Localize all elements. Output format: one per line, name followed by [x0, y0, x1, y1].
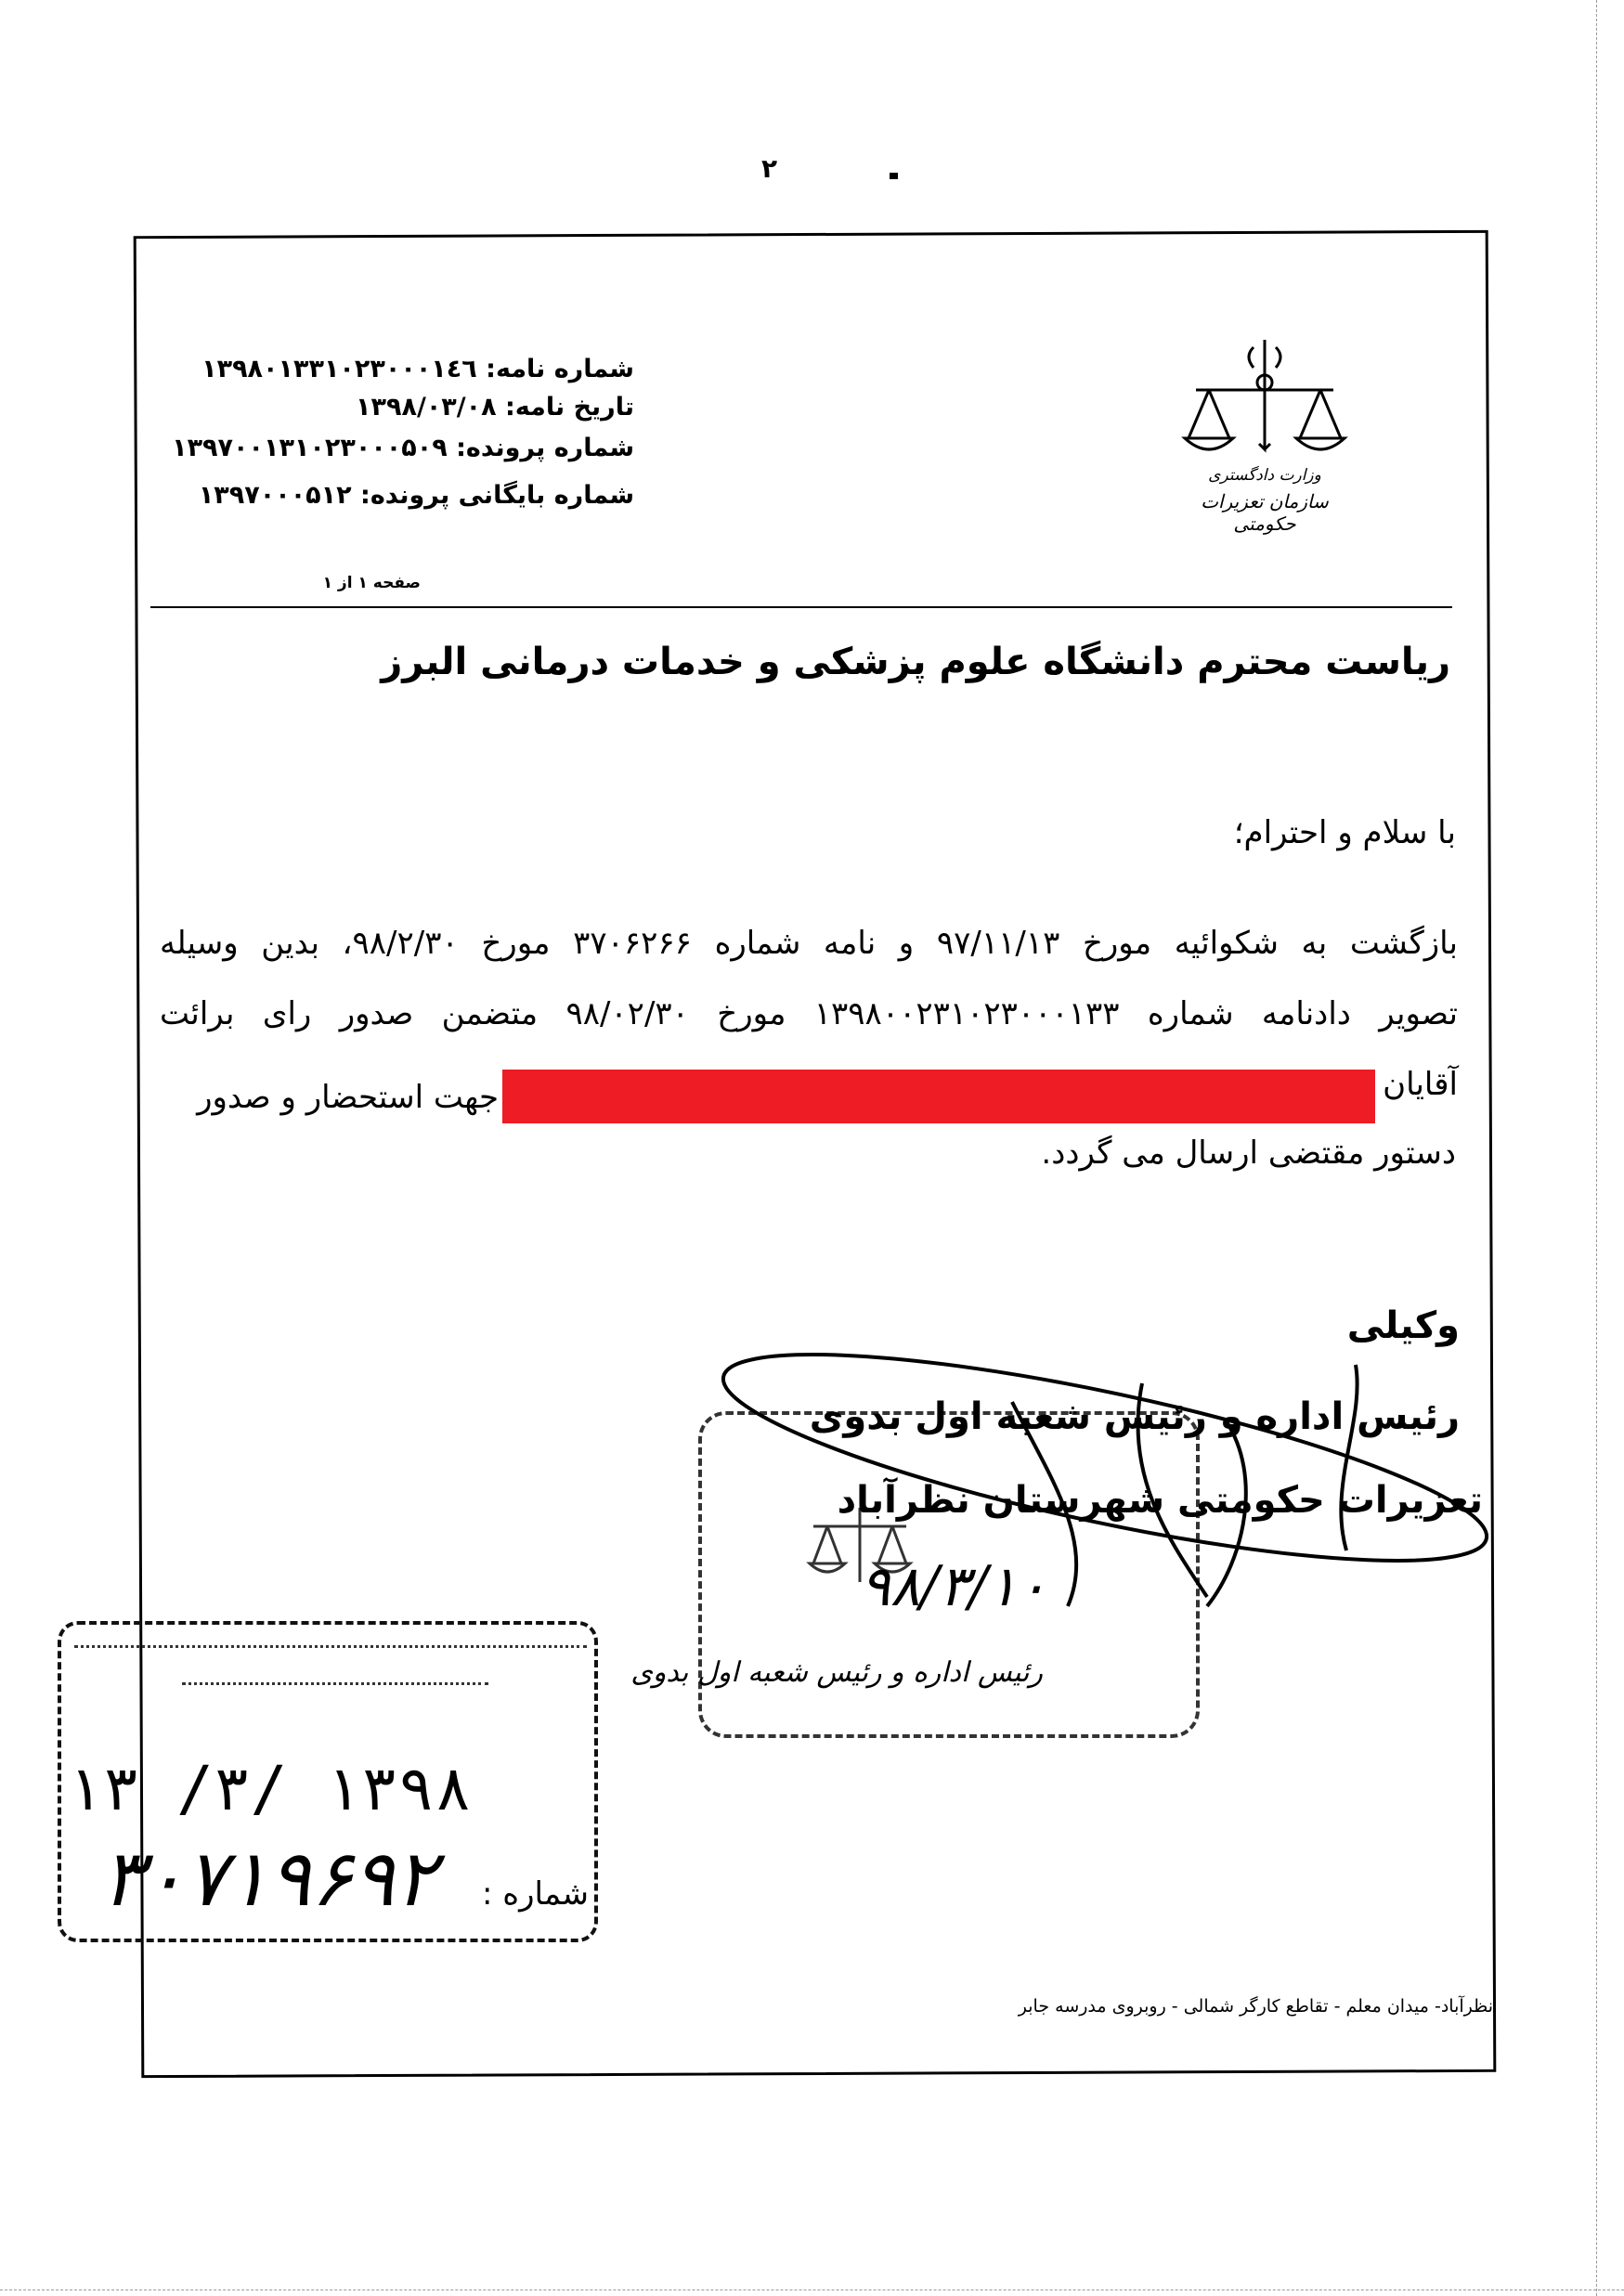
receipt-stamp-header-text — [74, 1645, 587, 1652]
footer-address: نظرآباد- میدان معلم - تقاطع کارگر شمالی - روبروی مدرسه جابر — [1018, 1996, 1493, 2017]
letter-date: تاریخ نامه: ۱۳۹۸/۰۳/۰۸ — [356, 393, 634, 422]
receipt-number-label: شماره : — [482, 1875, 589, 1913]
signatory-office: تعزیرات حکومتی شهرستان نظرآباد — [837, 1479, 1483, 1522]
redaction-bar — [502, 1070, 1375, 1123]
letter-number: شماره نامه: ۱۳۹۸۰۱۳۳۱۰۲۳۰۰۰۱٤٦ — [201, 355, 634, 383]
body-line-2: تصویر دادنامه شماره ۱۳۹۸۰۰۲۳۱۰۲۳۰۰۰۱۳۳ مورخ ۹۸/۰۲/۳۰ متضمن صدور رای برائت — [160, 995, 1458, 1032]
body-line-3-suffix: جهت استحضار و صدور — [197, 1079, 499, 1116]
scan-edge — [1596, 0, 1597, 2296]
signatory-name: وکیلی — [1346, 1304, 1460, 1347]
handwritten-date: ۹۸/۳/۱۰ — [860, 1554, 1047, 1619]
body-line-1: بازگشت به شکوائیه مورخ ۹۷/۱۱/۱۳ و نامه شماره ۳۷۰۶۲۶۶ مورخ ۹۸/۲/۳۰، بدین وسیله — [160, 925, 1458, 962]
receipt-stamp — [58, 1621, 598, 1942]
header-divider — [150, 606, 1452, 608]
office-stamp-text: رئیس اداره و رئیس شعبه اول بدوی — [630, 1656, 1043, 1689]
scales-of-justice-icon — [1172, 327, 1358, 475]
signatory-title: رئیس اداره و رئیس شعبه اول بدوی — [809, 1395, 1460, 1438]
receipt-number: ۳۰۷۱۹۶۹۲ — [101, 1833, 436, 1924]
scan-speck — [890, 173, 898, 179]
emblem — [1172, 327, 1358, 535]
archive-number: شماره بایگانی پرونده: ۱۳۹۷۰۰۰۵۱۲ — [198, 481, 634, 510]
top-mark: ۲ — [761, 153, 778, 184]
greeting: با سلام و احترام؛ — [1233, 814, 1456, 851]
emblem-caption-line1: وزارت دادگستری — [1208, 466, 1321, 485]
receipt-stamp-subheader-text — [182, 1682, 488, 1689]
page-indicator: صفحه ۱ از ۱ — [322, 574, 421, 592]
case-number: شماره پرونده: ۱۳۹۷۰۰۱۳۱۰۲۳۰۰۰۵۰۹ — [172, 434, 634, 462]
emblem-caption-line2: سازمان تعزیرات حکومتی — [1201, 490, 1329, 535]
receipt-date: ۱۳۹۸ /۳/ ۱۳ — [65, 1753, 472, 1824]
body-line-3-prefix: آقایان — [1383, 1066, 1458, 1103]
body-line-4: دستور مقتضی ارسال می گردد. — [1041, 1135, 1456, 1172]
recipient: ریاست محترم دانشگاه علوم پزشکی و خدمات درمانی البرز — [381, 641, 1450, 683]
